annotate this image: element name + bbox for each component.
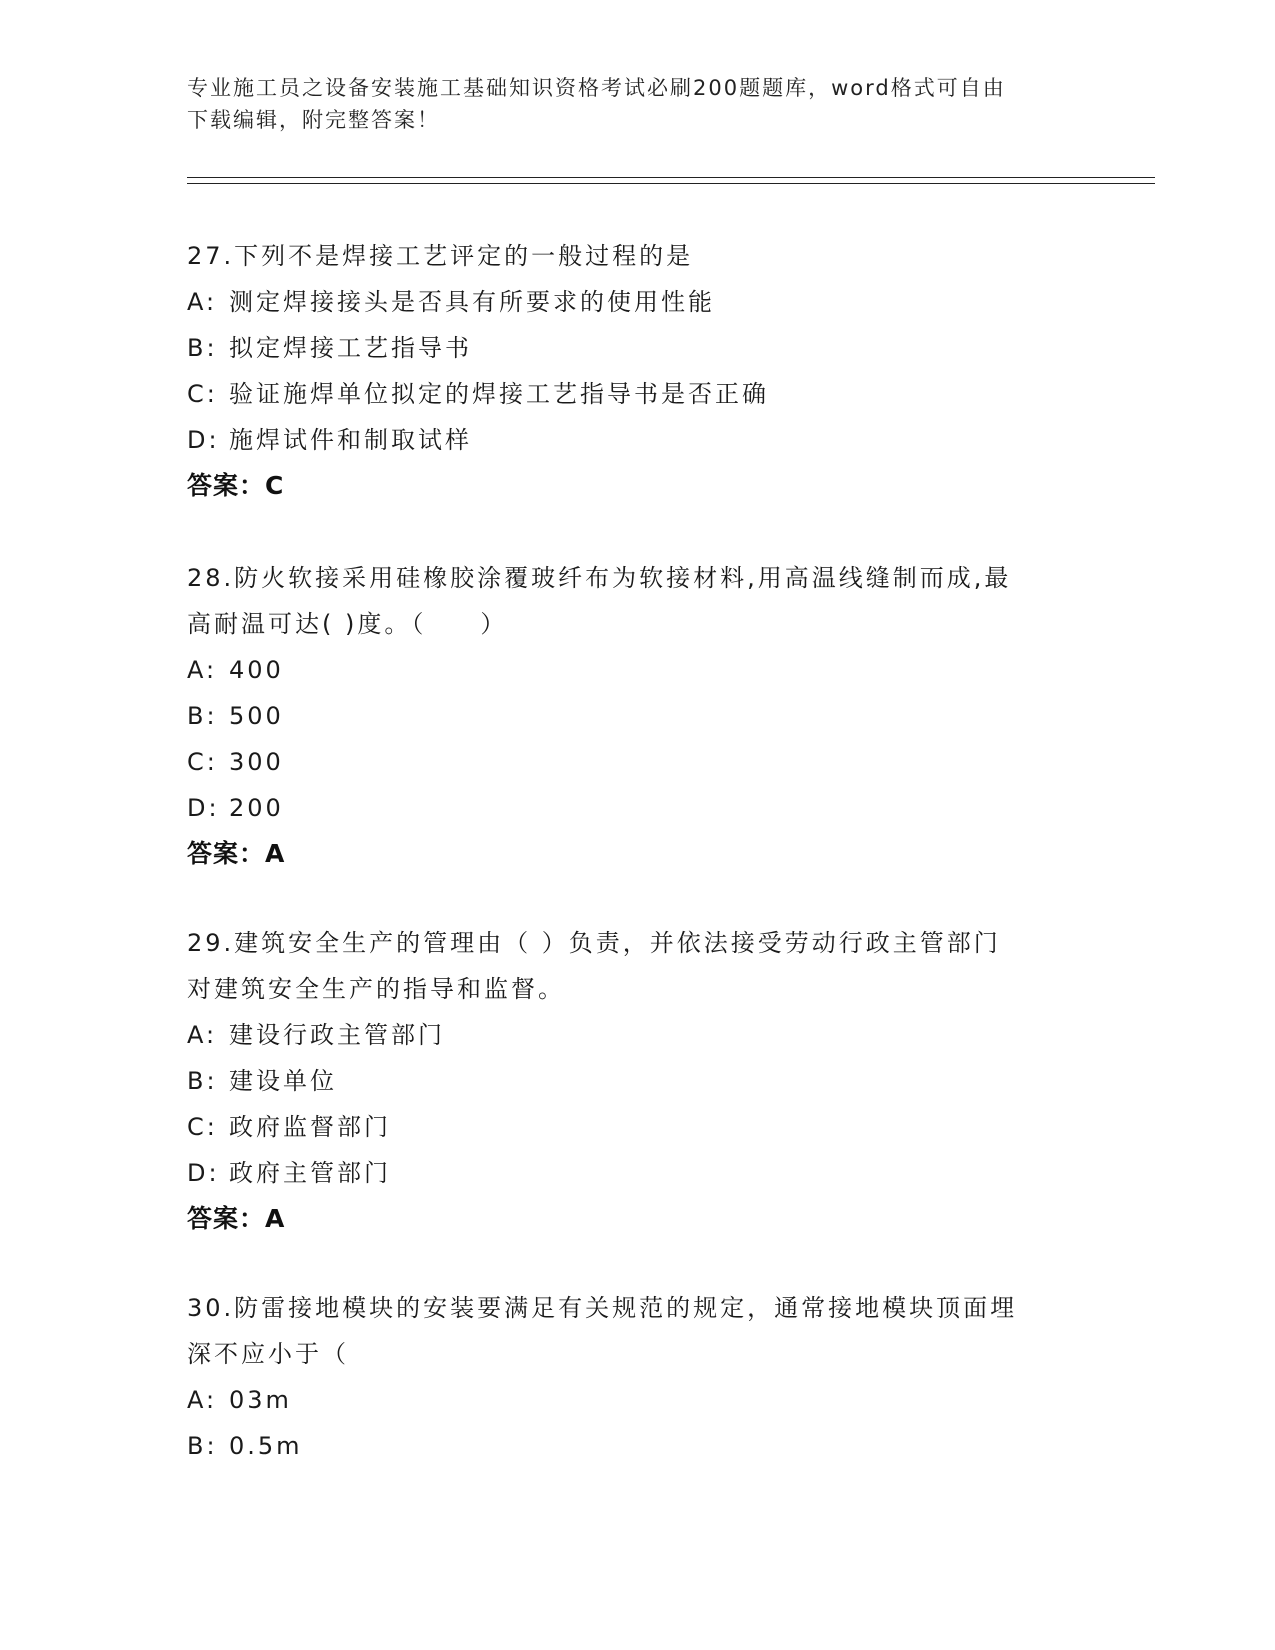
option-a: [187, 1012, 1087, 1058]
option-text: 500: [229, 702, 284, 730]
question-stem: [187, 1285, 1087, 1377]
stem-line: 深不应小于（: [187, 1340, 349, 1368]
option-d: [187, 1150, 1087, 1196]
answer-line: 答案：C: [187, 471, 285, 500]
option-text: 建设单位: [229, 1067, 337, 1095]
option-text: 建设行政主管部门: [229, 1021, 445, 1049]
option-letter: D:: [187, 794, 220, 822]
option-text: 施焊试件和制取试样: [229, 426, 472, 454]
stem-line: 27.下列不是焊接工艺评定的一般过程的是: [187, 242, 694, 270]
option-letter: A:: [187, 656, 218, 684]
option-b: [187, 1058, 1087, 1104]
option-letter: C:: [187, 380, 218, 408]
option-text: 政府主管部门: [229, 1159, 391, 1187]
option-letter: D:: [187, 1159, 220, 1187]
option-letter: A:: [187, 1021, 218, 1049]
option-d: [187, 785, 1087, 831]
option-text: 200: [229, 794, 284, 822]
option-text: 政府监督部门: [229, 1113, 391, 1141]
option-letter: A:: [187, 1386, 218, 1414]
option-text: 测定焊接接头是否具有所要求的使用性能: [229, 288, 715, 316]
option-b: [187, 1423, 1087, 1469]
question-stem: [187, 233, 1087, 279]
header-line-1: 专业施工员之设备安装施工基础知识资格考试必刷200题题库，word格式可自由: [187, 76, 1006, 100]
stem-line: 30.防雷接地模块的安装要满足有关规范的规定，通常接地模块顶面埋: [187, 1294, 1018, 1322]
header-rule-bottom: [187, 183, 1155, 184]
question-stem: [187, 920, 1087, 1012]
question-27: [187, 233, 1087, 509]
question-29: [187, 920, 1087, 1242]
option-c: [187, 739, 1087, 785]
option-letter: A:: [187, 288, 218, 316]
question-stem: [187, 555, 1087, 647]
option-d: [187, 417, 1087, 463]
header-line-2: 下载编辑，附完整答案！: [187, 108, 440, 132]
option-text: 0.5m: [229, 1432, 303, 1460]
stem-line: 29.建筑安全生产的管理由（ ）负责，并依法接受劳动行政主管部门: [187, 929, 1001, 957]
question-28: [187, 555, 1087, 877]
header-rule-top: [187, 177, 1155, 178]
option-text: 400: [229, 656, 284, 684]
stem-line: 28.防火软接采用硅橡胶涂覆玻纤布为软接材料,用高温线缝制而成,最: [187, 564, 1012, 592]
option-b: [187, 325, 1087, 371]
option-a: [187, 647, 1087, 693]
option-letter: C:: [187, 1113, 218, 1141]
stem-line: 高耐温可达( )度。（ ）: [187, 610, 508, 638]
option-letter: B:: [187, 334, 218, 362]
option-letter: D:: [187, 426, 220, 454]
option-letter: C:: [187, 748, 218, 776]
option-c: [187, 371, 1087, 417]
option-letter: B:: [187, 1067, 218, 1095]
option-b: [187, 693, 1087, 739]
option-letter: B:: [187, 1432, 218, 1460]
option-text: 验证施焊单位拟定的焊接工艺指导书是否正确: [229, 380, 769, 408]
stem-line: 对建筑安全生产的指导和监督。: [187, 975, 565, 1003]
option-text: 拟定焊接工艺指导书: [229, 334, 472, 362]
option-text: 03m: [229, 1386, 292, 1414]
answer-line: 答案：A: [187, 839, 286, 868]
question-30: [187, 1285, 1087, 1469]
option-text: 300: [229, 748, 284, 776]
option-letter: B:: [187, 702, 218, 730]
option-a: [187, 1377, 1087, 1423]
document-header: [187, 72, 1087, 136]
option-c: [187, 1104, 1087, 1150]
option-a: [187, 279, 1087, 325]
answer-line: 答案：A: [187, 1204, 286, 1233]
